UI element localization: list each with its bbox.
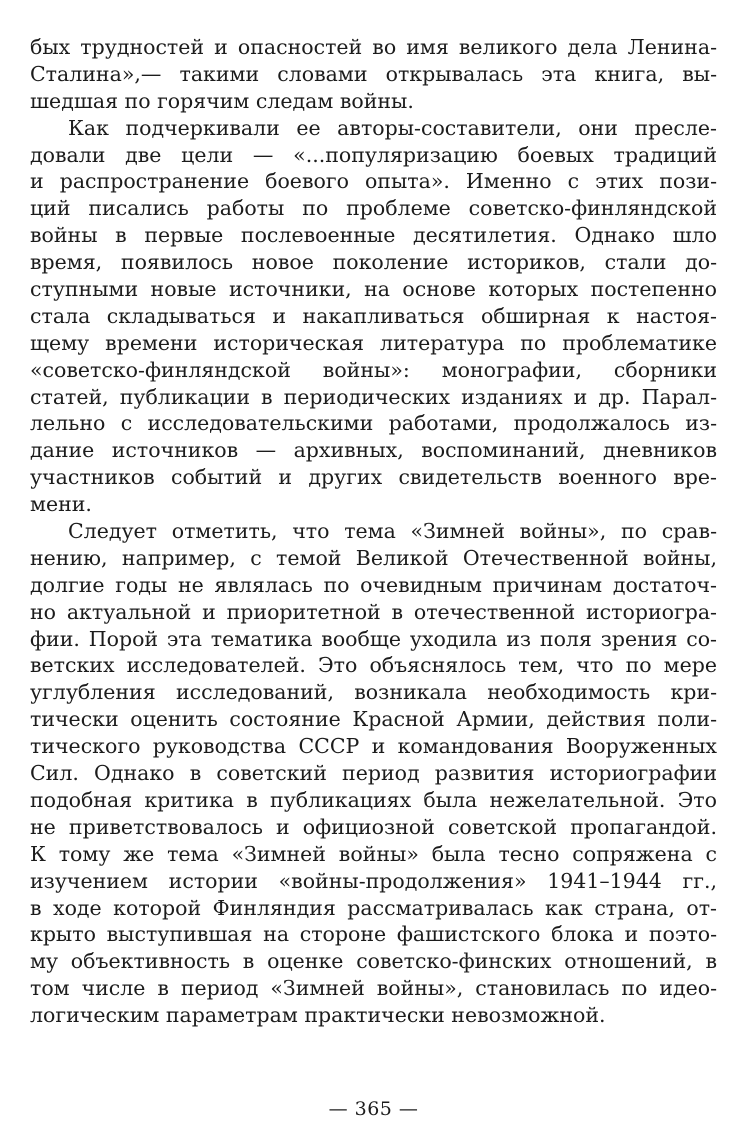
- text-line: изучением истории «войны-продолжения» 1941–1944 гг.,: [30, 868, 717, 893]
- text-line: Как подчеркивали ее авторы-составители, они пресле-: [68, 115, 717, 140]
- text-line: довали две цели — «...популяризацию боевых традиций: [30, 142, 717, 167]
- paragraph-3: [30, 518, 717, 1029]
- text-line: ступными новые источники, на основе которых постепенно: [30, 277, 717, 302]
- text-line: мени.: [30, 492, 92, 517]
- paragraph-2: [30, 115, 717, 518]
- text-line: Следует отметить, что тема «Зимней войны», по срав-: [68, 519, 717, 544]
- text-line: щему времени историческая литература по проблематике: [30, 330, 717, 355]
- text-line: му объективность в оценке советско-финских отношений, в: [30, 949, 717, 974]
- text-line: том числе в период «Зимней войны», становилась по идео-: [30, 976, 717, 1001]
- text-line: Сил. Однако в советский период развития историографии: [30, 761, 717, 786]
- page-number: — 365 —: [328, 1098, 419, 1120]
- text-line: и распространение боевого опыта». Именно с этих пози-: [30, 169, 717, 194]
- text-line: ций писались работы по проблеме советско-финляндской: [30, 196, 717, 221]
- text-line: шедшая по горячим следам войны.: [30, 88, 414, 113]
- text-line: крыто выступившая на стороне фашистского блока и поэто-: [30, 922, 717, 947]
- text-line: подобная критика в публикациях была нежелательной. Это: [30, 787, 717, 812]
- text-line: статей, публикации в периодических изданиях и др. Парал-: [30, 384, 717, 409]
- text-line: дание источников — архивных, воспоминаний, дневников: [30, 438, 717, 463]
- text-line: логическим параметрам практически невозможной.: [30, 1003, 606, 1028]
- text-line: «советско-финляндской войны»: монографии, сборники: [30, 357, 717, 382]
- text-line: в ходе которой Финляндия рассматривалась как страна, от-: [30, 895, 717, 920]
- text-line: нению, например, с темой Великой Отечественной войны,: [30, 545, 717, 570]
- text-line: тического руководства СССР и командования Вооруженных: [30, 734, 717, 759]
- text-line: но актуальной и приоритетной в отечественной историогра-: [30, 599, 717, 624]
- text-line: не приветствовалось и официозной советской пропагандой.: [30, 814, 717, 839]
- text-line: фии. Порой эта тематика вообще уходила из поля зрения со-: [30, 626, 717, 651]
- text-line: тически оценить состояние Красной Армии, действия поли-: [30, 707, 717, 732]
- page-text: [30, 34, 717, 1029]
- paragraph-1: [30, 34, 717, 115]
- text-line: стала складываться и накапливаться обширная к настоя-: [30, 303, 717, 328]
- text-line: лельно с исследовательскими работами, продолжалось из-: [30, 411, 717, 436]
- text-line: время, появилось новое поколение историков, стали до-: [30, 250, 717, 275]
- text-line: углубления исследований, возникала необходимость кри-: [30, 680, 717, 705]
- text-line: бых трудностей и опасностей во имя великого дела Ленина-: [30, 35, 717, 59]
- text-line: ветских исследователей. Это объяснялось тем, что по мере: [30, 653, 717, 678]
- text-line: Сталина»,— такими словами открывалась эта книга, вы-: [30, 61, 717, 86]
- text-line: долгие годы не являлась по очевидным причинам достаточ-: [30, 572, 717, 597]
- text-line: К тому же тема «Зимней войны» была тесно сопряжена с: [30, 841, 717, 866]
- text-line: участников событий и других свидетельств военного вре-: [30, 465, 717, 490]
- text-line: войны в первые послевоенные десятилетия. Однако шло: [30, 223, 717, 248]
